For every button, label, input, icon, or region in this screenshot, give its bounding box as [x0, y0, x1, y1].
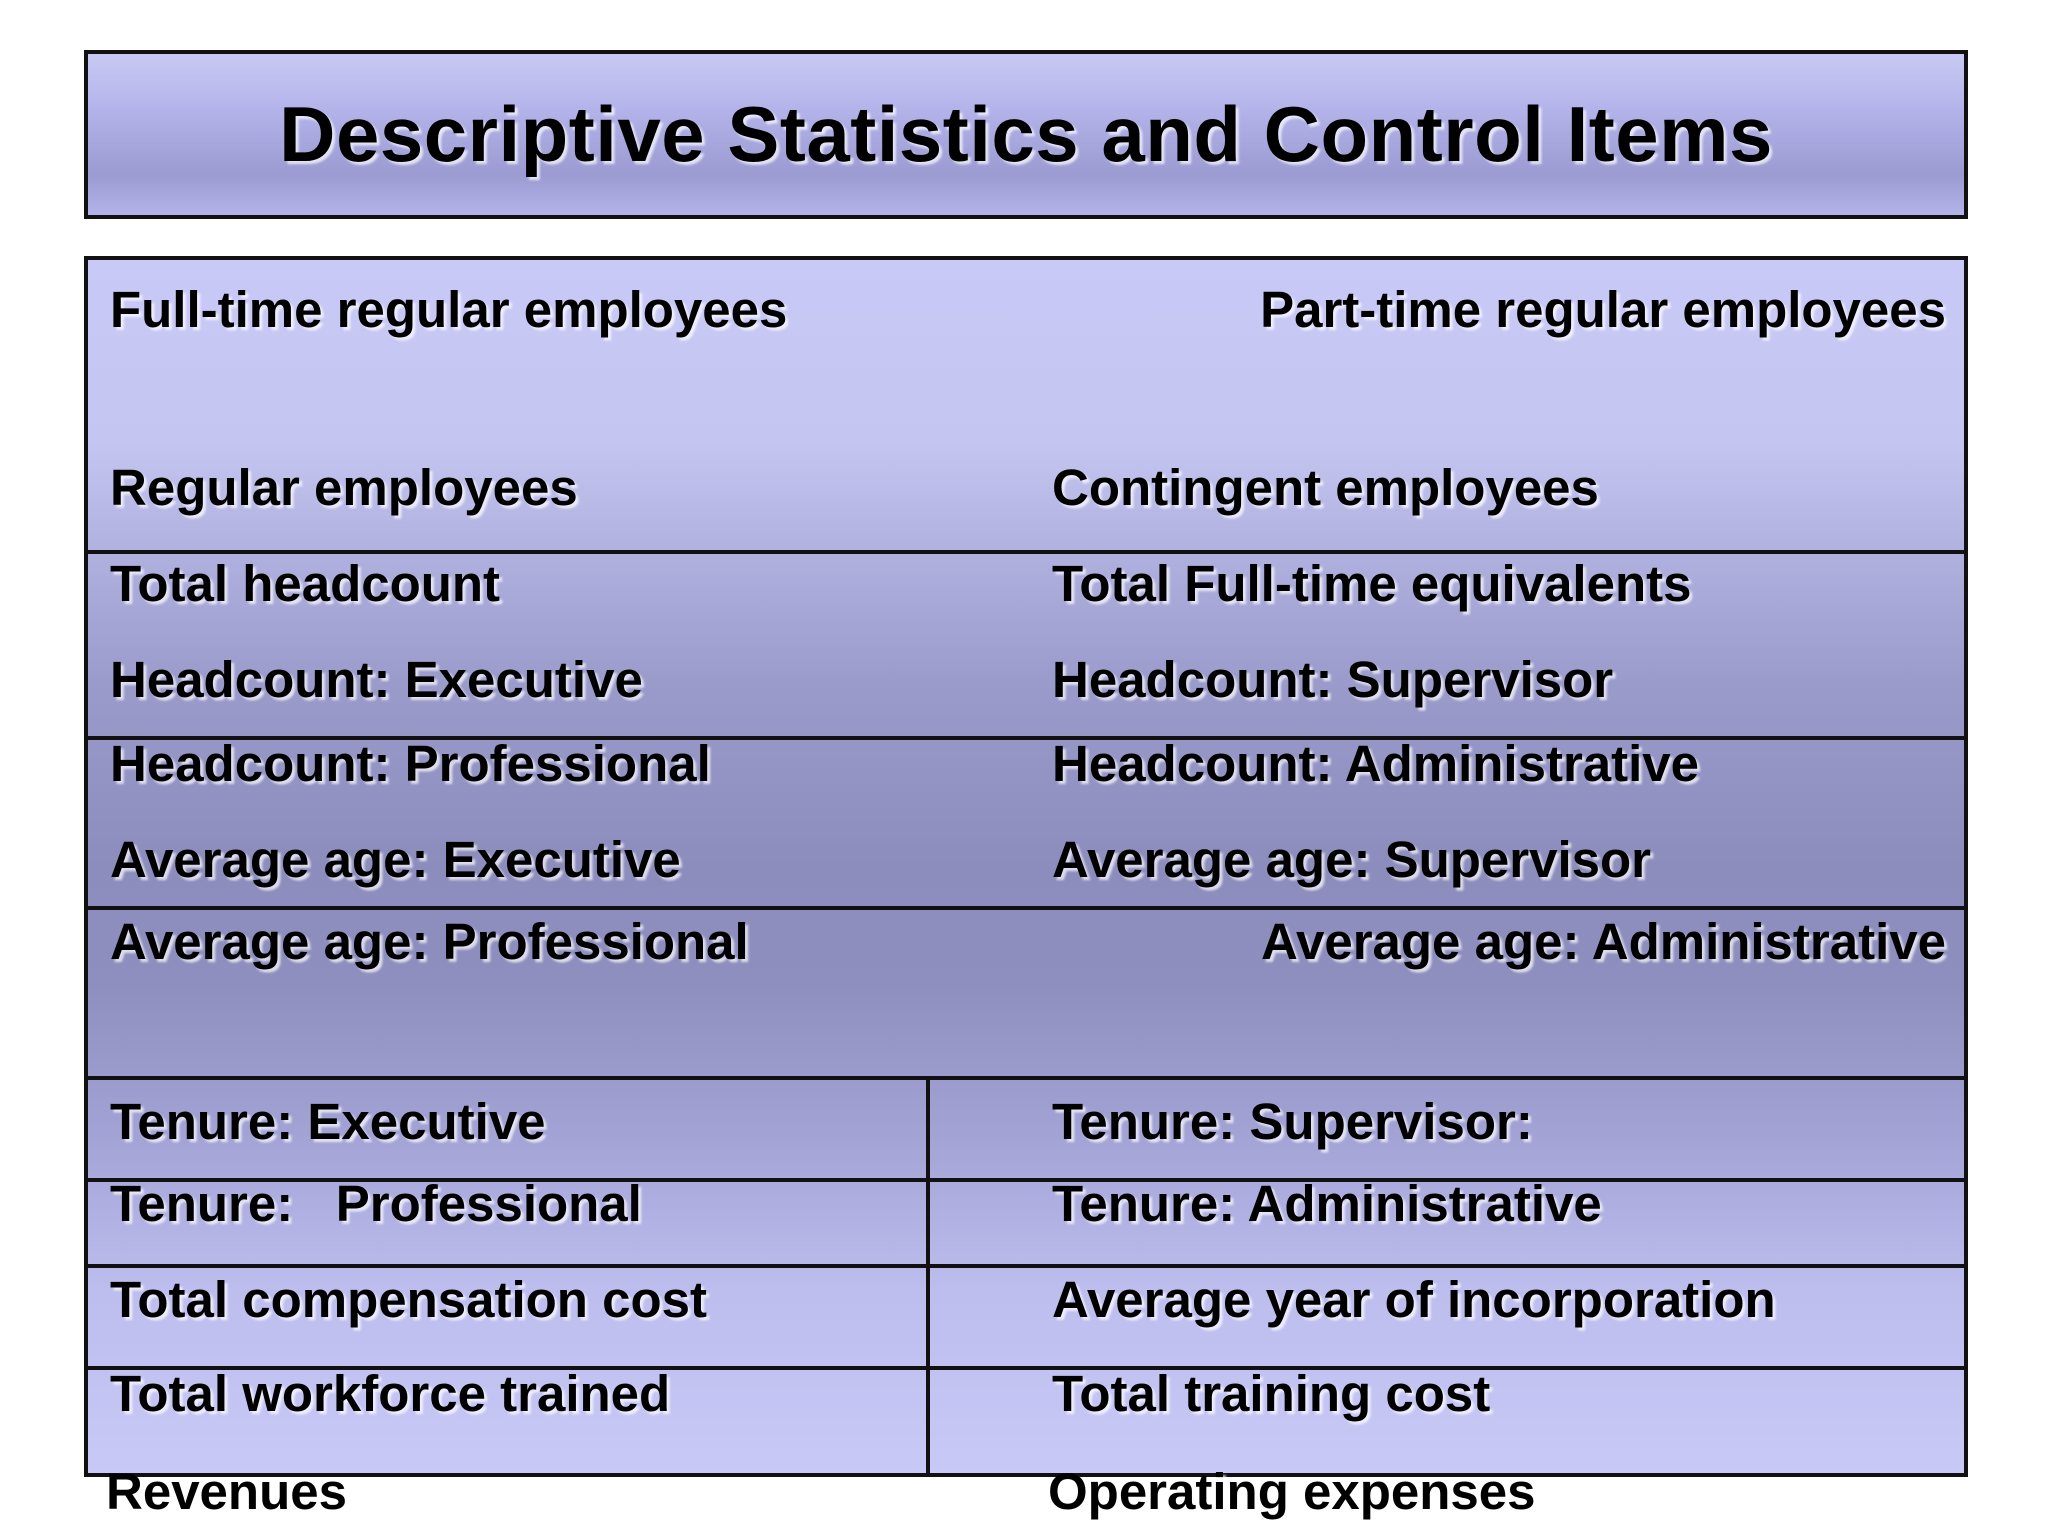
cell-revenues: Revenues: [106, 1463, 347, 1520]
cell-headcount-professional: Headcount: Professional: [110, 735, 711, 792]
cell-total-headcount: Total headcount: [110, 555, 501, 612]
cell-tenure-administrative: Tenure: Administrative: [1052, 1175, 1602, 1232]
row-divider: [88, 1264, 1964, 1268]
cell-total-workforce-trained: Total workforce trained: [110, 1365, 671, 1422]
cell-age-professional: Average age: Professional: [110, 913, 749, 970]
cell-tenure-executive: Tenure: Executive: [110, 1093, 546, 1150]
cell-total-compensation-cost: Total compensation cost: [110, 1271, 707, 1328]
cell-tenure-professional: Tenure: Professional: [110, 1175, 642, 1232]
cell-headcount-executive: Headcount: Executive: [110, 651, 643, 708]
row-divider: [88, 906, 1964, 910]
cell-total-fte: Total Full-time equivalents: [1052, 555, 1692, 612]
control-items-table: [84, 256, 1968, 1477]
cell-headcount-administrative: Headcount: Administrative: [1052, 735, 1700, 792]
cell-average-year-incorporation: Average year of incorporation: [1052, 1271, 1776, 1328]
cell-total-training-cost: Total training cost: [1052, 1365, 1491, 1422]
cell-age-administrative: Average age: Administrative: [1261, 913, 1946, 970]
cell-headcount-supervisor: Headcount: Supervisor: [1052, 651, 1614, 708]
cell-part-time-regular: Part-time regular employees: [1260, 281, 1946, 338]
page-title: Descriptive Statistics and Control Items: [279, 90, 1773, 178]
column-divider: [926, 1076, 930, 1473]
cell-contingent-employees: Contingent employees: [1052, 459, 1599, 516]
cell-full-time-regular: Full-time regular employees: [110, 281, 788, 338]
cell-regular-employees: Regular employees: [110, 459, 578, 516]
cell-age-supervisor: Average age: Supervisor: [1052, 831, 1652, 888]
title-banner: [84, 50, 1968, 219]
row-divider: [88, 1076, 1964, 1080]
cell-operating-expenses: Operating expenses: [1048, 1463, 1536, 1520]
cell-tenure-supervisor: Tenure: Supervisor:: [1052, 1093, 1533, 1150]
cell-age-executive: Average age: Executive: [110, 831, 681, 888]
